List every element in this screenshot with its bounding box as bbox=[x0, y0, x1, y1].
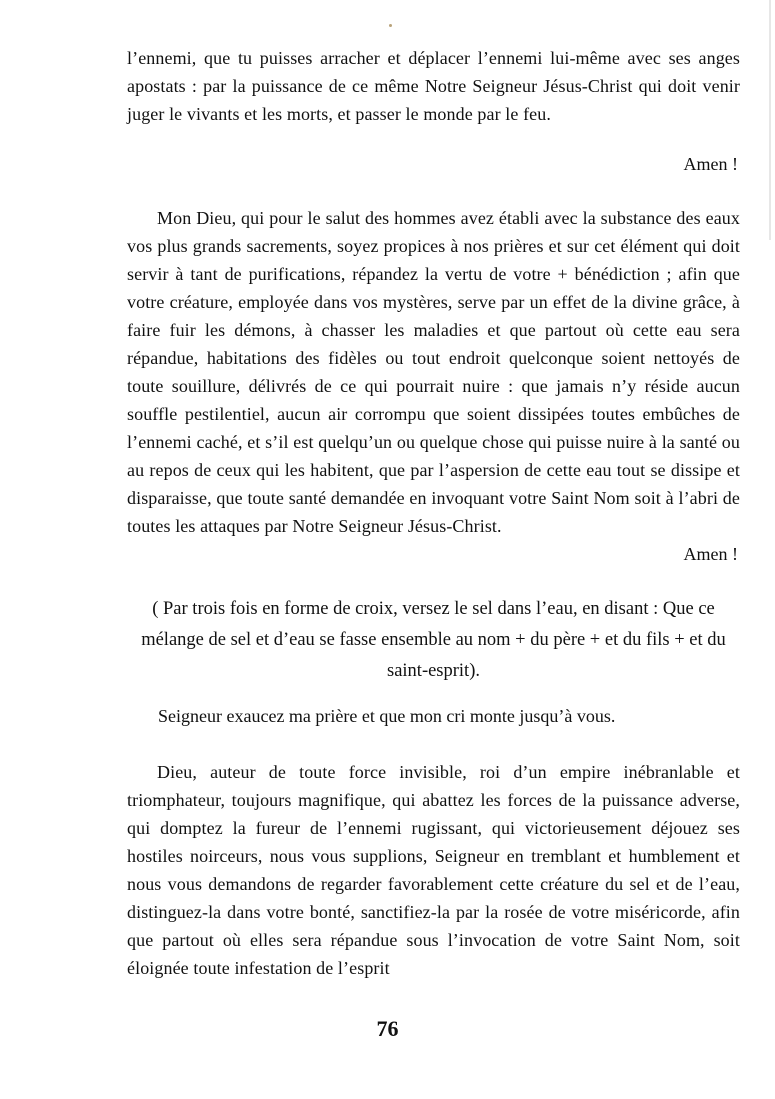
page-number: 76 bbox=[376, 1016, 399, 1041]
paragraph-blessing-water bbox=[127, 204, 740, 540]
paragraph-versicle: Seigneur exaucez ma prière et que mon cri monte jusqu’à vous. bbox=[158, 706, 616, 726]
paragraph-continuation: l’ennemi, que tu puisses arracher et déplacer l’ennemi lui-même avec ses anges apostats : par la puissance de ce même Notre Seigneur Jésus-Christ qui doit venir juger le vivants et les morts, et passer le monde par le feu. bbox=[127, 48, 740, 124]
amen-line-2: Amen ! bbox=[683, 544, 738, 564]
rubric-instruction: ( Par trois fois en forme de croix, versez le sel dans l’eau, en disant : Que ce mélange de sel et d’eau se fasse ensemble au nom + du père + et du fils + et du saint-esprit). bbox=[141, 599, 726, 681]
paragraph-blessing-water-text: Mon Dieu, qui pour le salut des hommes avez établi avec la substance des eaux vos plus grands sacrements, soyez propices à nos prières et sur cet élément qui doit servir à tant de purifications, répandez la vertu de votre + bénédiction ; afin que votre créature, employée dans vos mystères, serve par un effet de la divine grâce, à faire fuir les démons, à chasser les maladies et que partout où cette eau sera répandue, habitations des fidèles ou tout endroit quelconque soient nettoyés de toute souillure, délivrés de ce qui pourrait nuire : que jamais n’y réside aucun souffle pestilentiel, aucun air corrompu que soient dissipées toutes embûches de l’ennemi caché, et s’il est quelqu’un ou quelque chose qui puisse nuire à la santé ou au repos de ceux qui les habitent, que par l’aspersion de cette eau tout se dissipe et disparaisse, que toute santé demandée en invoquant votre Saint Nom soit à l’abri de toutes les attaques par Notre Seigneur Jésus-Christ. bbox=[127, 208, 740, 536]
amen-line-1: Amen ! bbox=[683, 154, 738, 174]
paragraph-invocation-text: Dieu, auteur de toute force invisible, roi d’un empire inébranlable et triomphateur, toujours magnifique, qui abattez les forces de la puissance adverse, qui domptez la fureur de l’ennemi rugissant, qui victorieusement déjouez ses hostiles noirceurs, nous vous supplions, Seigneur en tremblant et humblement et nous vous demandons de regarder favorablement cette créature du sel et de l’eau, distinguez-la dans votre bonté, sanctifiez-la par la rosée de votre miséricorde, afin que partout où elles sera répandue sous l’invocation de votre Saint Nom, soit éloignée toute infestation de l’esprit bbox=[127, 762, 740, 978]
page-edge-shadow bbox=[769, 0, 771, 240]
ink-speck bbox=[389, 24, 392, 27]
paragraph-invocation bbox=[127, 758, 740, 982]
